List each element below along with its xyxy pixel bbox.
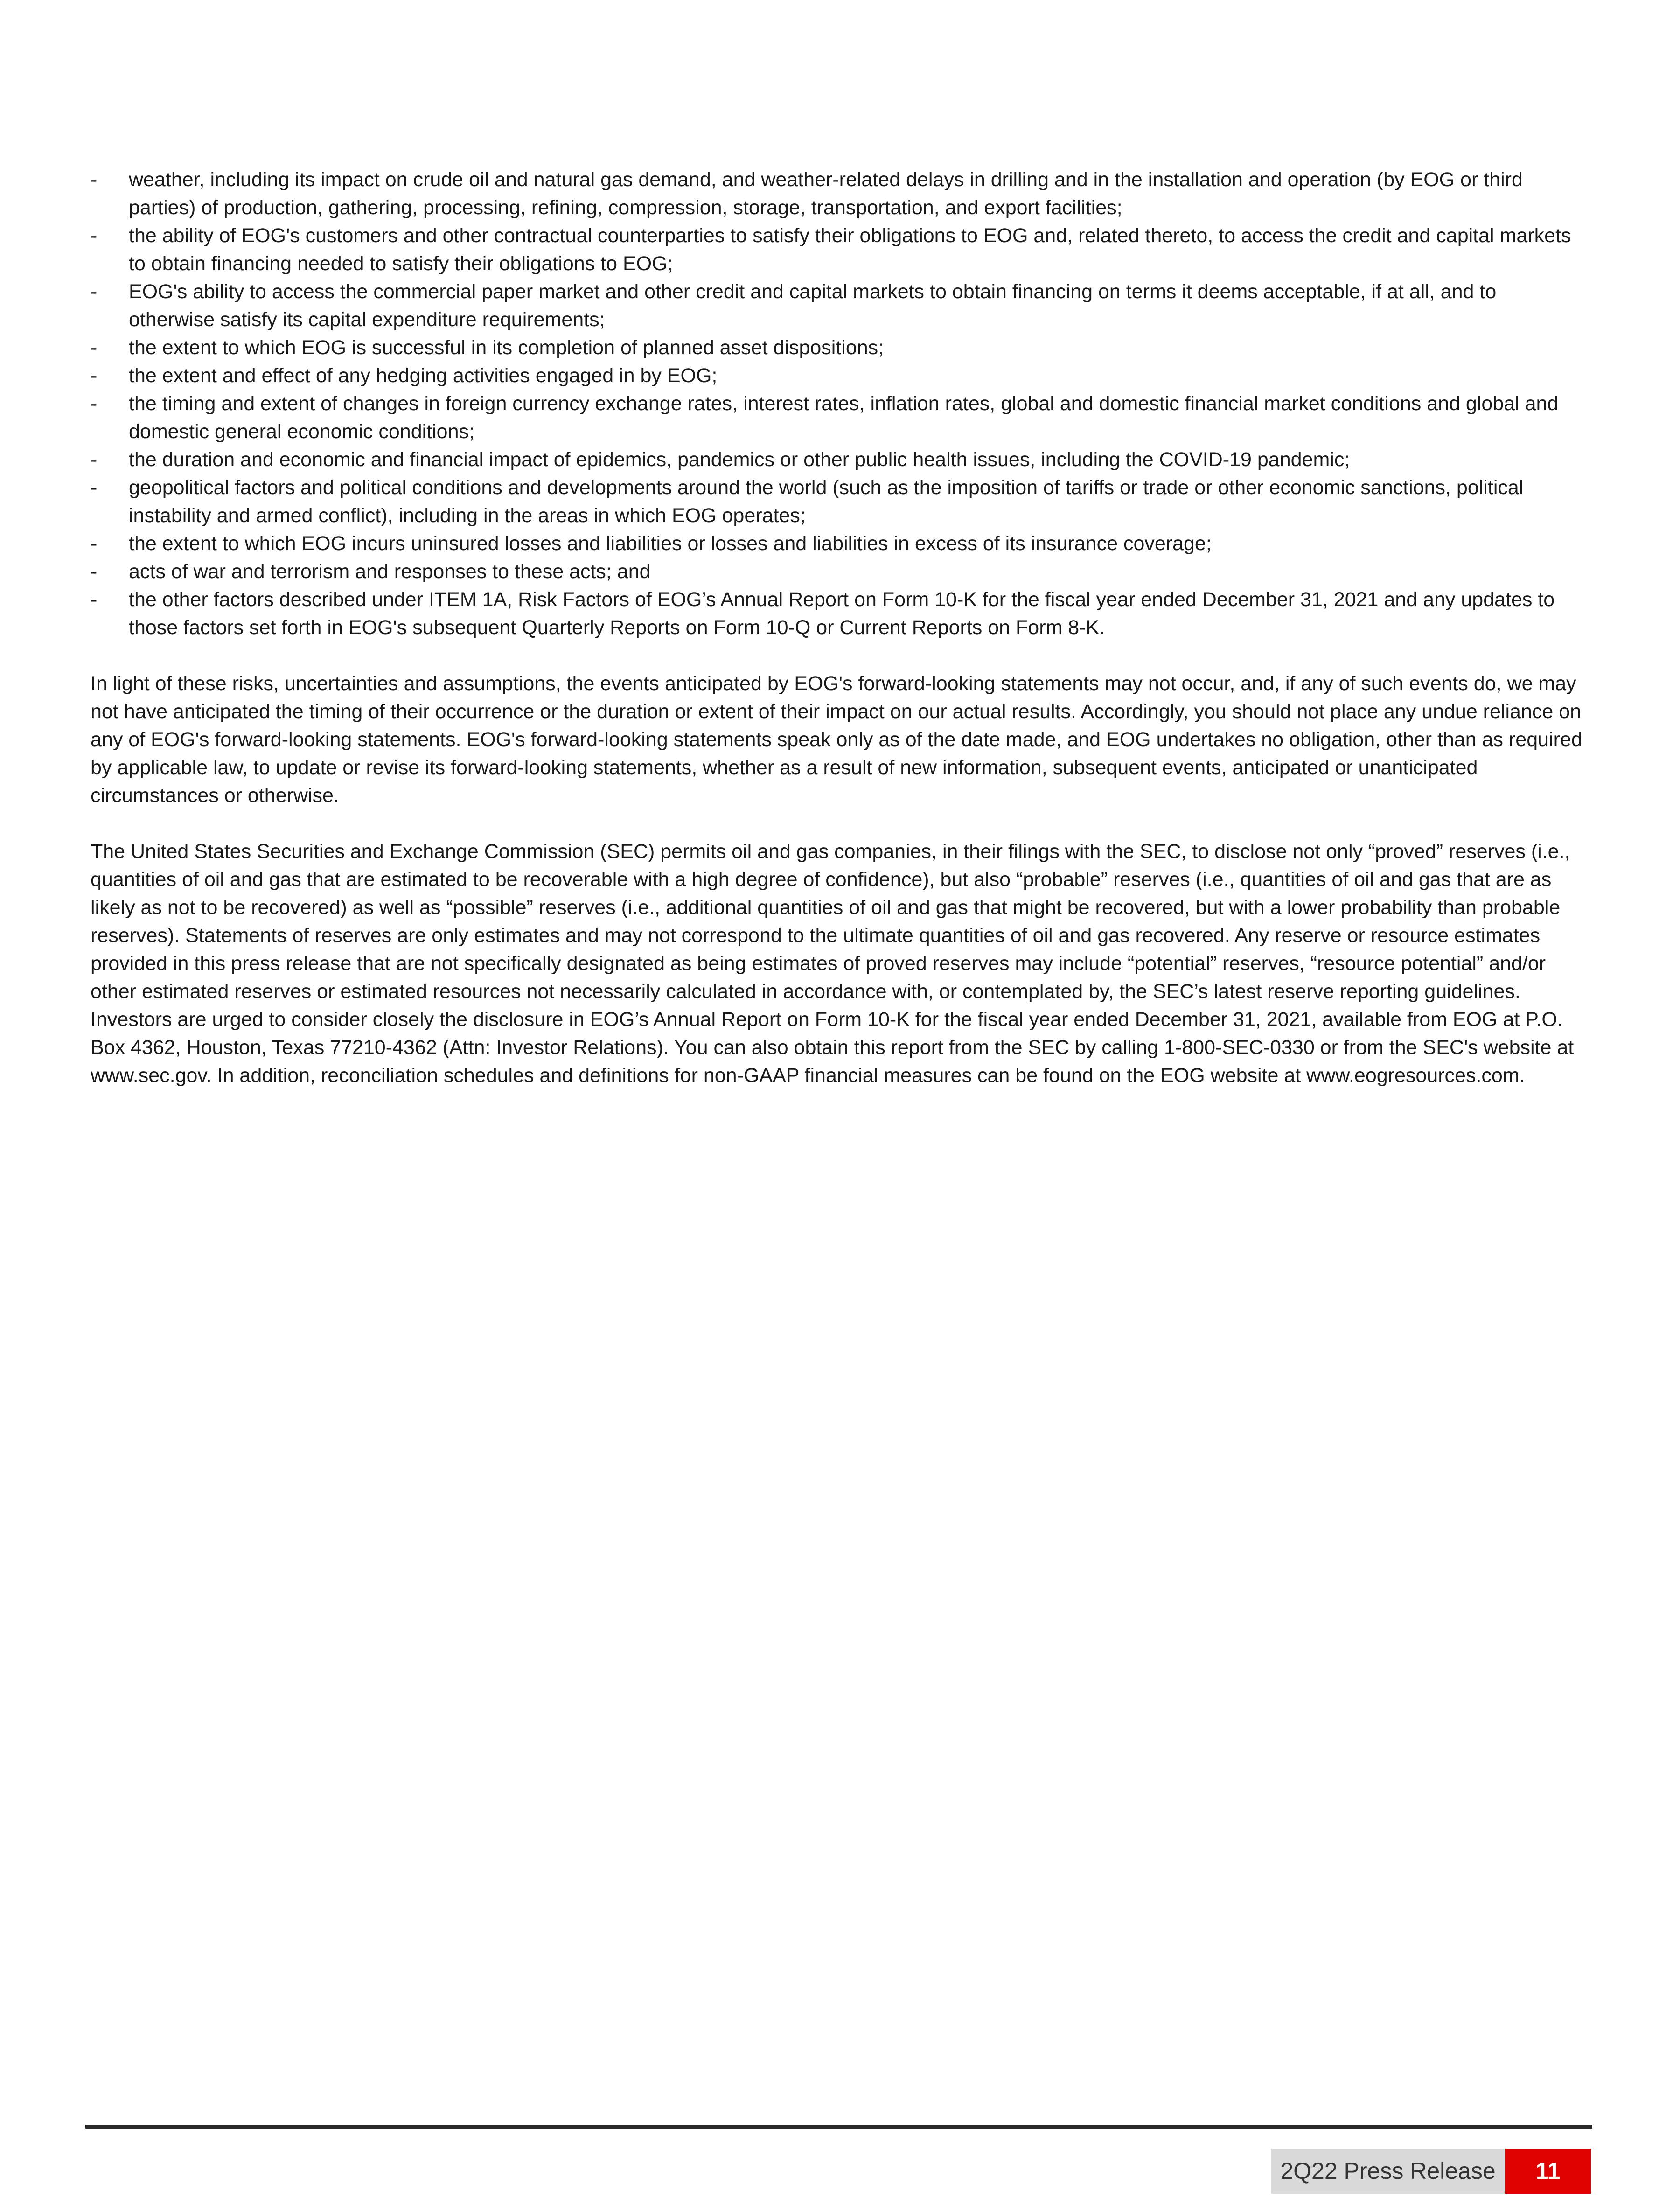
- bullet-dash: -: [91, 280, 98, 303]
- list-item: [91, 166, 1583, 222]
- list-item-text: the extent to which EOG incurs uninsured losses and liabilities or losses and liabilities in excess of its insurance coverage;: [129, 532, 1212, 555]
- bullet-dash: -: [91, 224, 98, 247]
- list-item: [91, 390, 1583, 446]
- list-item-text: the other factors described under ITEM 1A, Risk Factors of EOG’s Annual Report on Form 10-K for the fiscal year ended December 31, 2021 and any updates to those factors set forth in EOG's subsequent Quarterly Reports on Form 10-Q or Current Reports on Form 8-K.: [129, 588, 1555, 639]
- list-item: [91, 586, 1583, 642]
- list-item: [91, 446, 1583, 474]
- list-item-text: acts of war and terrorism and responses to these acts; and: [129, 560, 651, 583]
- bullet-dash: -: [91, 476, 98, 499]
- footer-divider: [85, 2125, 1592, 2129]
- list-item-text: the ability of EOG's customers and other contractual counterparties to satisfy their obligations to EOG and, related thereto, to access the credit and capital markets to obtain financing needed to satisfy their obligations to EOG;: [129, 224, 1571, 275]
- bullet-dash: -: [91, 532, 98, 555]
- list-item-text: weather, including its impact on crude oil and natural gas demand, and weather-related delays in drilling and in the installation and operation (by EOG or third parties) of production, gathering, processing, refining, compression, storage, transportation, and export facilities;: [129, 168, 1523, 219]
- bullet-dash: -: [91, 168, 98, 191]
- bullet-dash: -: [91, 364, 98, 387]
- risk-factor-list: [91, 166, 1583, 642]
- list-item-text: the extent to which EOG is successful in its completion of planned asset dispositions;: [129, 336, 884, 359]
- page-body: [91, 166, 1583, 1089]
- bullet-dash: -: [91, 336, 98, 359]
- page-number-badge: 11: [1505, 2149, 1591, 2194]
- list-item: [91, 222, 1583, 278]
- list-item: [91, 278, 1583, 334]
- list-item: [91, 362, 1583, 390]
- list-item-text: the timing and extent of changes in foreign currency exchange rates, interest rates, inflation rates, global and domestic financial market conditions and global and domestic general economic conditions;: [129, 392, 1559, 443]
- list-item: [91, 474, 1583, 530]
- list-item-text: the duration and economic and financial impact of epidemics, pandemics or other public health issues, including the COVID-19 pandemic;: [129, 448, 1350, 471]
- risk-caution-paragraph: In light of these risks, uncertainties and assumptions, the events anticipated by EOG's forward-looking statements may not occur, and, if any of such events do, we may not have anticipated the timing of their occurrence or the duration or extent of their impact on our actual results. Accordingly, you should not place any undue reliance on any of EOG's forward-looking statements. EOG's forward-looking statements speak only as of the date made, and EOG undertakes no obligation, other than as required by applicable law, to update or revise its forward-looking statements, whether as a result of new information, subsequent events, anticipated or unanticipated circumstances or otherwise.: [91, 672, 1582, 807]
- bullet-dash: -: [91, 392, 98, 415]
- list-item: [91, 558, 1583, 586]
- bullet-dash: -: [91, 448, 98, 471]
- list-item-text: geopolitical factors and political conditions and developments around the world (such as the imposition of tariffs or trade or other economic sanctions, political instability and armed conflict), including in the areas in which EOG operates;: [129, 476, 1524, 527]
- list-item-text: the extent and effect of any hedging activities engaged in by EOG;: [129, 364, 718, 387]
- list-item-text: EOG's ability to access the commercial paper market and other credit and capital markets to obtain financing on terms it deems acceptable, if at all, and to otherwise satisfy its capital expenditure requirements;: [129, 280, 1497, 331]
- bullet-dash: -: [91, 560, 98, 583]
- reserves-disclosure-paragraph: The United States Securities and Exchange Commission (SEC) permits oil and gas companies, in their filings with the SEC, to disclose not only “proved” reserves (i.e., quantities of oil and gas that are estimated to be recoverable with a high degree of confidence), but also “probable” reserves (i.e., quantities of oil and gas that are as likely as not to be recovered) as well as “possible” reserves (i.e., additional quantities of oil and gas that might be recovered, but with a lower probability than probable reserves). Statements of reserves are only estimates and may not correspond to the ultimate quantities of oil and gas recovered. Any reserve or resource estimates provided in this press release that are not specifically designated as being estimates of proved reserves may include “potential” reserves, “resource potential” and/or other estimated reserves or estimated resources not necessarily calculated in accordance with, or contemplated by, the SEC’s latest reserve reporting guidelines. Investors are urged to consider closely the disclosure in EOG’s Annual Report on Form 10-K for the fiscal year ended December 31, 2021, available from EOG at P.O. Box 4362, Houston, Texas 77210-4362 (Attn: Investor Relations). You can also obtain this report from the SEC by calling 1-800-SEC-0330 or from the SEC's website at www.sec.gov. In addition, reconciliation schedules and definitions for non-GAAP financial measures can be found on the EOG website at www.eogresources.com.: [91, 840, 1574, 1087]
- list-item: [91, 334, 1583, 362]
- footer-document-label: 2Q22 Press Release: [1271, 2149, 1505, 2194]
- list-item: [91, 530, 1583, 558]
- bullet-dash: -: [91, 588, 98, 611]
